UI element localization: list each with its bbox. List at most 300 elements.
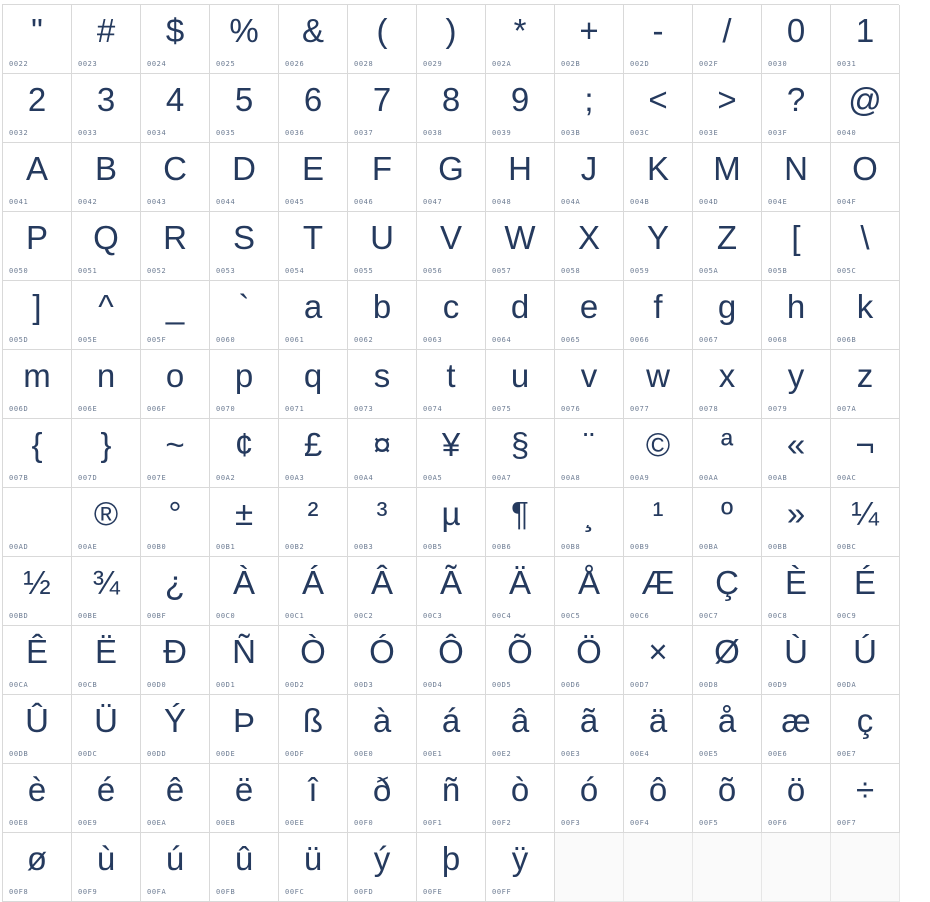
- glyph-codepoint: 004F: [837, 198, 857, 206]
- glyph-character: ;: [584, 81, 594, 118]
- glyph-character: R: [163, 219, 187, 256]
- glyph-codepoint: 0048: [492, 198, 512, 206]
- glyph-codepoint: 00C3: [423, 612, 443, 620]
- glyph-character: `: [238, 288, 250, 325]
- glyph-cell[interactable]: [762, 419, 831, 488]
- glyph-codepoint: 00DC: [78, 750, 98, 758]
- glyph-cell[interactable]: [72, 764, 141, 833]
- glyph-character: z: [856, 357, 874, 394]
- glyph-character: u: [510, 357, 530, 394]
- glyph-character: Ô: [438, 633, 464, 670]
- glyph-codepoint: 006E: [78, 405, 98, 413]
- glyph-cell[interactable]: [72, 557, 141, 626]
- glyph-cell[interactable]: [72, 74, 141, 143]
- glyph-codepoint: 00AB: [768, 474, 788, 482]
- glyph-character: Ð: [163, 633, 187, 670]
- glyph-character: á: [441, 702, 461, 739]
- glyph-cell[interactable]: [141, 281, 210, 350]
- glyph-cell[interactable]: [210, 5, 279, 74]
- glyph-cell[interactable]: [141, 695, 210, 764]
- glyph-character: ¤: [372, 426, 392, 463]
- glyph-cell[interactable]: [624, 488, 693, 557]
- glyph-cell[interactable]: [831, 557, 900, 626]
- glyph-cell[interactable]: [624, 626, 693, 695]
- glyph-cell[interactable]: [141, 488, 210, 557]
- glyph-character: ð: [372, 771, 392, 808]
- glyph-codepoint: 0024: [147, 60, 167, 68]
- glyph-character: 7: [372, 81, 392, 118]
- glyph-codepoint: 00C6: [630, 612, 650, 620]
- glyph-codepoint: 00F9: [78, 888, 98, 896]
- glyph-codepoint: 00FF: [492, 888, 512, 896]
- glyph-codepoint: 002F: [699, 60, 719, 68]
- glyph-cell[interactable]: [72, 350, 141, 419]
- glyph-cell[interactable]: [210, 212, 279, 281]
- glyph-cell[interactable]: [624, 695, 693, 764]
- glyph-cell[interactable]: [555, 74, 624, 143]
- glyph-cell[interactable]: [762, 626, 831, 695]
- glyph-character: Á: [301, 564, 324, 601]
- glyph-cell[interactable]: [3, 281, 72, 350]
- glyph-cell[interactable]: [210, 833, 279, 902]
- glyph-character: ±: [234, 495, 254, 532]
- glyph-cell[interactable]: [693, 281, 762, 350]
- glyph-cell[interactable]: [210, 557, 279, 626]
- glyph-character: Û: [25, 702, 49, 739]
- glyph-cell[interactable]: [141, 5, 210, 74]
- glyph-codepoint: 004A: [561, 198, 581, 206]
- glyph-character: x: [718, 357, 736, 394]
- glyph-cell[interactable]: [417, 212, 486, 281]
- glyph-cell[interactable]: [279, 143, 348, 212]
- glyph-character: w: [646, 357, 670, 394]
- glyph-character: C: [163, 150, 187, 187]
- glyph-codepoint: 00E1: [423, 750, 443, 758]
- glyph-cell[interactable]: [486, 488, 555, 557]
- glyph-codepoint: 00A7: [492, 474, 512, 482]
- glyph-cell[interactable]: [348, 626, 417, 695]
- glyph-cell[interactable]: [72, 5, 141, 74]
- glyph-character: ©: [645, 426, 671, 463]
- glyph-codepoint: 00C5: [561, 612, 581, 620]
- glyph-codepoint: 00D1: [216, 681, 236, 689]
- glyph-cell[interactable]: [624, 5, 693, 74]
- glyph-codepoint: 0026: [285, 60, 305, 68]
- glyph-cell[interactable]: [141, 419, 210, 488]
- glyph-cell[interactable]: [555, 350, 624, 419]
- glyph-cell[interactable]: [348, 5, 417, 74]
- glyph-character: ü: [303, 840, 323, 877]
- glyph-cell[interactable]: [417, 764, 486, 833]
- glyph-codepoint: 00D6: [561, 681, 581, 689]
- glyph-cell[interactable]: [486, 695, 555, 764]
- glyph-codepoint: 0054: [285, 267, 305, 275]
- glyph-cell[interactable]: [141, 557, 210, 626]
- glyph-cell[interactable]: [279, 626, 348, 695]
- glyph-cell[interactable]: [210, 488, 279, 557]
- glyph-codepoint: 0032: [9, 129, 29, 137]
- glyph-character: W: [504, 219, 536, 256]
- glyph-codepoint: 006D: [9, 405, 29, 413]
- glyph-cell[interactable]: [417, 350, 486, 419]
- glyph-cell[interactable]: [762, 74, 831, 143]
- glyph-codepoint: 0023: [78, 60, 98, 68]
- glyph-cell[interactable]: [279, 281, 348, 350]
- glyph-cell[interactable]: [3, 695, 72, 764]
- glyph-character: ù: [96, 840, 116, 877]
- glyph-codepoint: 00CB: [78, 681, 98, 689]
- glyph-cell[interactable]: [831, 419, 900, 488]
- glyph-cell[interactable]: [417, 419, 486, 488]
- glyph-cell[interactable]: [417, 74, 486, 143]
- glyph-cell[interactable]: [72, 488, 141, 557]
- glyph-cell[interactable]: [417, 488, 486, 557]
- glyph-codepoint: 00E6: [768, 750, 788, 758]
- glyph-codepoint: 00D4: [423, 681, 443, 689]
- glyph-cell[interactable]: [3, 557, 72, 626]
- glyph-cell[interactable]: [210, 74, 279, 143]
- glyph-cell[interactable]: [693, 143, 762, 212]
- glyph-cell-empty: [693, 833, 762, 902]
- glyph-character: é: [96, 771, 116, 808]
- glyph-cell[interactable]: [555, 212, 624, 281]
- glyph-cell[interactable]: [555, 5, 624, 74]
- glyph-cell[interactable]: [693, 74, 762, 143]
- glyph-cell[interactable]: [279, 419, 348, 488]
- glyph-character: K: [646, 150, 669, 187]
- glyph-cell[interactable]: [72, 212, 141, 281]
- glyph-character: V: [439, 219, 462, 256]
- glyph-codepoint: 006B: [837, 336, 857, 344]
- glyph-cell[interactable]: [348, 419, 417, 488]
- glyph-cell[interactable]: [348, 74, 417, 143]
- glyph-cell[interactable]: [417, 143, 486, 212]
- glyph-cell[interactable]: [279, 5, 348, 74]
- glyph-codepoint: 00DA: [837, 681, 857, 689]
- glyph-cell[interactable]: [3, 626, 72, 695]
- glyph-character: G: [438, 150, 464, 187]
- glyph-cell[interactable]: [762, 5, 831, 74]
- glyph-cell[interactable]: [348, 557, 417, 626]
- glyph-cell[interactable]: [486, 74, 555, 143]
- glyph-cell[interactable]: [486, 143, 555, 212]
- glyph-character: 1: [855, 12, 875, 49]
- glyph-character: ×: [648, 633, 668, 670]
- glyph-cell[interactable]: [624, 281, 693, 350]
- glyph-codepoint: 00E2: [492, 750, 512, 758]
- glyph-codepoint: 00BB: [768, 543, 788, 551]
- glyph-cell[interactable]: [831, 350, 900, 419]
- glyph-cell[interactable]: [693, 350, 762, 419]
- glyph-character: A: [25, 150, 48, 187]
- glyph-cell[interactable]: [831, 143, 900, 212]
- glyph-cell[interactable]: [3, 833, 72, 902]
- glyph-codepoint: 00AA: [699, 474, 719, 482]
- glyph-character: ¸: [583, 495, 595, 532]
- glyph-cell[interactable]: [486, 626, 555, 695]
- glyph-character: ÿ: [511, 840, 529, 877]
- glyph-cell[interactable]: [555, 764, 624, 833]
- glyph-character: ã: [579, 702, 599, 739]
- glyph-codepoint: 0059: [630, 267, 650, 275]
- glyph-character: Ë: [94, 633, 117, 670]
- glyph-cell[interactable]: [279, 833, 348, 902]
- glyph-character: ¼: [851, 495, 879, 532]
- glyph-character: ó: [579, 771, 599, 808]
- glyph-cell[interactable]: [486, 350, 555, 419]
- glyph-cell[interactable]: [555, 281, 624, 350]
- glyph-cell[interactable]: [762, 695, 831, 764]
- glyph-character: Ç: [715, 564, 739, 601]
- glyph-codepoint: 002D: [630, 60, 650, 68]
- glyph-codepoint: 0022: [9, 60, 29, 68]
- glyph-character: ç: [856, 702, 874, 739]
- glyph-codepoint: 0070: [216, 405, 236, 413]
- glyph-cell[interactable]: [555, 488, 624, 557]
- glyph-character: ): [445, 12, 457, 49]
- glyph-character: B: [94, 150, 117, 187]
- glyph-character: ß: [302, 702, 324, 739]
- glyph-cell[interactable]: [279, 557, 348, 626]
- glyph-codepoint: 00B2: [285, 543, 305, 551]
- glyph-cell[interactable]: [348, 764, 417, 833]
- glyph-cell[interactable]: [762, 764, 831, 833]
- glyph-codepoint: 00E9: [78, 819, 98, 827]
- glyph-cell[interactable]: [3, 143, 72, 212]
- glyph-cell[interactable]: [3, 5, 72, 74]
- glyph-cell[interactable]: [624, 764, 693, 833]
- glyph-cell[interactable]: [486, 281, 555, 350]
- glyph-cell[interactable]: [486, 833, 555, 902]
- glyph-cell[interactable]: [417, 557, 486, 626]
- glyph-codepoint: 006F: [147, 405, 167, 413]
- glyph-cell[interactable]: [3, 74, 72, 143]
- glyph-cell[interactable]: [693, 5, 762, 74]
- glyph-codepoint: 00B6: [492, 543, 512, 551]
- glyph-cell[interactable]: [831, 626, 900, 695]
- glyph-codepoint: 00F3: [561, 819, 581, 827]
- glyph-cell[interactable]: [831, 212, 900, 281]
- glyph-character: c: [442, 288, 460, 325]
- glyph-character: ô: [648, 771, 668, 808]
- glyph-character: ª: [720, 426, 734, 463]
- glyph-cell[interactable]: [279, 74, 348, 143]
- glyph-cell[interactable]: [3, 488, 72, 557]
- glyph-codepoint: 0043: [147, 198, 167, 206]
- glyph-cell[interactable]: [210, 626, 279, 695]
- glyph-codepoint: 003F: [768, 129, 788, 137]
- glyph-cell[interactable]: [210, 143, 279, 212]
- glyph-cell[interactable]: [279, 695, 348, 764]
- glyph-cell[interactable]: [486, 557, 555, 626]
- glyph-cell[interactable]: [279, 764, 348, 833]
- glyph-cell[interactable]: [417, 5, 486, 74]
- glyph-character: /: [722, 12, 732, 49]
- glyph-cell[interactable]: [3, 350, 72, 419]
- glyph-cell[interactable]: [762, 557, 831, 626]
- glyph-character: ½: [23, 564, 51, 601]
- glyph-codepoint: 00DB: [9, 750, 29, 758]
- glyph-cell[interactable]: [624, 350, 693, 419]
- glyph-cell[interactable]: [3, 419, 72, 488]
- glyph-character: h: [786, 288, 806, 325]
- glyph-character: Ó: [369, 633, 395, 670]
- glyph-character: t: [446, 357, 456, 394]
- glyph-codepoint: 0062: [354, 336, 374, 344]
- glyph-codepoint: 00C7: [699, 612, 719, 620]
- glyph-cell[interactable]: [693, 419, 762, 488]
- glyph-codepoint: 0050: [9, 267, 29, 275]
- glyph-cell[interactable]: [210, 419, 279, 488]
- glyph-cell[interactable]: [831, 488, 900, 557]
- glyph-character: k: [856, 288, 874, 325]
- glyph-cell[interactable]: [555, 557, 624, 626]
- glyph-cell[interactable]: [141, 833, 210, 902]
- glyph-cell[interactable]: [486, 419, 555, 488]
- glyph-codepoint: 00A9: [630, 474, 650, 482]
- glyph-cell[interactable]: [624, 419, 693, 488]
- glyph-cell[interactable]: [486, 212, 555, 281]
- glyph-cell[interactable]: [72, 281, 141, 350]
- glyph-cell[interactable]: [831, 281, 900, 350]
- glyph-cell[interactable]: [279, 350, 348, 419]
- glyph-codepoint: 0061: [285, 336, 305, 344]
- glyph-cell[interactable]: [3, 212, 72, 281]
- glyph-cell[interactable]: [762, 212, 831, 281]
- glyph-cell[interactable]: [72, 419, 141, 488]
- glyph-cell[interactable]: [210, 281, 279, 350]
- glyph-character: è: [27, 771, 47, 808]
- glyph-cell[interactable]: [141, 350, 210, 419]
- glyph-cell[interactable]: [762, 281, 831, 350]
- glyph-cell[interactable]: [762, 350, 831, 419]
- glyph-codepoint: 00BD: [9, 612, 29, 620]
- glyph-cell[interactable]: [831, 74, 900, 143]
- glyph-cell[interactable]: [417, 281, 486, 350]
- glyph-codepoint: 0057: [492, 267, 512, 275]
- glyph-cell[interactable]: [348, 212, 417, 281]
- glyph-cell[interactable]: [72, 695, 141, 764]
- glyph-character: û: [234, 840, 254, 877]
- glyph-cell[interactable]: [486, 764, 555, 833]
- glyph-cell[interactable]: [831, 5, 900, 74]
- glyph-cell[interactable]: [831, 764, 900, 833]
- glyph-character: p: [234, 357, 254, 394]
- glyph-cell[interactable]: [348, 695, 417, 764]
- glyph-cell[interactable]: [555, 626, 624, 695]
- glyph-codepoint: 00C2: [354, 612, 374, 620]
- glyph-codepoint: 0051: [78, 267, 98, 275]
- glyph-character: ¢: [234, 426, 254, 463]
- glyph-cell[interactable]: [555, 695, 624, 764]
- glyph-cell[interactable]: [417, 695, 486, 764]
- glyph-character: ¿: [164, 564, 186, 601]
- glyph-character: X: [577, 219, 600, 256]
- glyph-cell[interactable]: [762, 143, 831, 212]
- glyph-character: [3, 494, 71, 534]
- glyph-cell[interactable]: [624, 74, 693, 143]
- glyph-cell[interactable]: [72, 626, 141, 695]
- glyph-codepoint: 00B3: [354, 543, 374, 551]
- glyph-cell[interactable]: [348, 281, 417, 350]
- glyph-cell[interactable]: [72, 833, 141, 902]
- glyph-codepoint: 00D2: [285, 681, 305, 689]
- glyph-cell[interactable]: [348, 833, 417, 902]
- glyph-character: f: [653, 288, 663, 325]
- glyph-cell[interactable]: [279, 212, 348, 281]
- glyph-cell[interactable]: [555, 419, 624, 488]
- glyph-character: ¥: [441, 426, 461, 463]
- glyph-cell[interactable]: [624, 557, 693, 626]
- glyph-cell[interactable]: [762, 488, 831, 557]
- glyph-codepoint: 002B: [561, 60, 581, 68]
- glyph-cell[interactable]: [624, 143, 693, 212]
- glyph-cell[interactable]: [210, 764, 279, 833]
- glyph-codepoint: 00C1: [285, 612, 305, 620]
- glyph-cell[interactable]: [831, 695, 900, 764]
- glyph-cell[interactable]: [141, 74, 210, 143]
- glyph-character: ñ: [441, 771, 461, 808]
- glyph-character: Ã: [439, 564, 462, 601]
- glyph-codepoint: 0038: [423, 129, 443, 137]
- glyph-cell[interactable]: [141, 764, 210, 833]
- glyph-character: #: [96, 12, 116, 49]
- glyph-cell[interactable]: [693, 695, 762, 764]
- glyph-codepoint: 00B8: [561, 543, 581, 551]
- glyph-cell[interactable]: [417, 626, 486, 695]
- glyph-cell[interactable]: [210, 695, 279, 764]
- glyph-cell[interactable]: [348, 488, 417, 557]
- glyph-codepoint: 0077: [630, 405, 650, 413]
- glyph-cell[interactable]: [141, 212, 210, 281]
- glyph-cell[interactable]: [72, 143, 141, 212]
- glyph-character: Â: [370, 564, 393, 601]
- glyph-cell[interactable]: [693, 764, 762, 833]
- glyph-character: ý: [373, 840, 391, 877]
- glyph-character: Y: [646, 219, 669, 256]
- glyph-cell[interactable]: [279, 488, 348, 557]
- glyph-cell[interactable]: [693, 212, 762, 281]
- glyph-codepoint: 0056: [423, 267, 443, 275]
- glyph-cell[interactable]: [141, 626, 210, 695]
- glyph-cell[interactable]: [624, 212, 693, 281]
- glyph-character: S: [232, 219, 255, 256]
- glyph-cell[interactable]: [693, 557, 762, 626]
- glyph-cell[interactable]: [3, 764, 72, 833]
- glyph-cell[interactable]: [141, 143, 210, 212]
- glyph-cell[interactable]: [555, 143, 624, 212]
- glyph-codepoint: 007A: [837, 405, 857, 413]
- glyph-cell[interactable]: [348, 143, 417, 212]
- glyph-codepoint: 00EE: [285, 819, 305, 827]
- glyph-codepoint: 00BC: [837, 543, 857, 551]
- glyph-character: î: [308, 771, 318, 808]
- glyph-codepoint: 0053: [216, 267, 236, 275]
- glyph-cell[interactable]: [417, 833, 486, 902]
- glyph-cell[interactable]: [486, 5, 555, 74]
- glyph-character: ò: [510, 771, 530, 808]
- glyph-character: %: [229, 12, 259, 49]
- glyph-codepoint: 0078: [699, 405, 719, 413]
- glyph-character: }: [100, 426, 112, 463]
- glyph-cell[interactable]: [210, 350, 279, 419]
- glyph-cell[interactable]: [693, 488, 762, 557]
- glyph-character: Ù: [784, 633, 808, 670]
- glyph-cell[interactable]: [693, 626, 762, 695]
- glyph-codepoint: 00A2: [216, 474, 236, 482]
- glyph-cell[interactable]: [348, 350, 417, 419]
- glyph-codepoint: 00B5: [423, 543, 443, 551]
